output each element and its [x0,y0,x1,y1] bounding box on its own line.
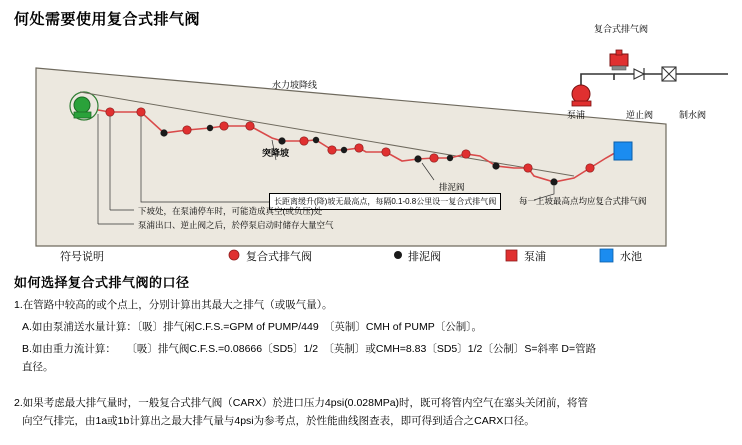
page-title: 何处需要使用复合式排气阀 [14,11,201,28]
control-valve-label: 制水阀 [679,110,707,120]
legend-item-pump: 泵浦 [524,251,546,263]
body-line-4b: 向空气排完，由1a或1b计算出之最大排气量与4psi为参考点，於性能曲线图查表，即可得到适合之CARX口径。 [22,415,535,427]
legend [14,246,728,264]
reservoir-icon [614,142,632,160]
body-line-2: A.如由泵浦送水量计算：〔吸〕排气闲C.F.S.=GPM of PUMP/449 〔英制〕CMH of PUMP〔公制〕。 [22,321,483,333]
section-title-2: 如何选择复合式排气阀的口径 [14,275,190,290]
pipeline-diagram [14,24,728,266]
mud-valve-label: 排泥阀 [439,182,465,192]
top-air-valve-icon [610,50,628,70]
pump-label: 泵浦 [567,110,586,120]
control-valve-icon [662,67,676,81]
callout-downslope: 下坡处，在泵浦停车时，可能造成真空(或负压)处 [138,206,323,216]
legend-item-air-valve: 复合式排气阀 [246,251,312,263]
body-line-3: B.如由重力流计算： 〔吸〕排气阀C.F.S.=0.08666〔SD5〕1/2 〔英制〕或CMH=8.83〔SD5〕1/2〔公制〕S=斜率 D=管路 [22,343,597,355]
check-valve-label: 逆止阀 [626,110,654,120]
legend-item-mud-valve: 排泥阀 [408,251,441,263]
pump-icon [572,85,591,106]
steep-drop-label: 突降坡 [262,148,290,158]
top-valve-label: 复合式排气阀 [594,24,649,34]
pump-station-pipe [581,74,728,88]
legend-item-reservoir: 水池 [620,251,642,263]
hydraulic-grade-line-label: 水力坡降线 [272,80,318,90]
check-valve-icon [634,68,644,80]
body-line-1: 1.在管路中较高的或个点上，分别计算出其最大之排气（或吸气量）。 [14,299,333,311]
high-points-note: 每一上坡最高点均应复合式排气阀 [519,196,647,206]
diagram-svg [14,28,728,266]
terrain-panel [36,68,666,246]
body-line-3b: 直径。 [22,361,54,373]
body-line-4: 2.如果考虑最大排气量时，一般复合式排气阀（CARX）於进口压力4psi(0.028MPa)时，既可将管内空气在塞头关闭前，将管 [14,397,589,409]
callout-box-1: 长距离缓升(降)坡无最高点，每隔0.1-0.8公里设一复合式排气阀 [269,193,501,210]
legend-title: 符号说明 [60,251,104,263]
callout-pumpout: 泵浦出口、逆止阀之后，於停泵启动时储存大量空气 [138,220,334,230]
